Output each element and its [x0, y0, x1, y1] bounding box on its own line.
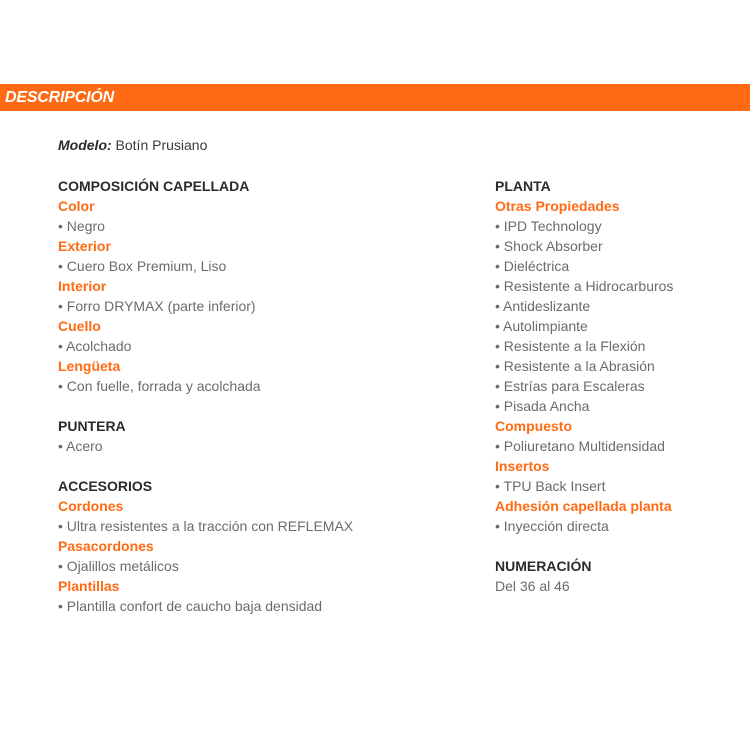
interior-item: • Forro DRYMAX (parte inferior) [58, 298, 256, 314]
property-item: • IPD Technology [495, 218, 602, 234]
cuello-item: • Acolchado [58, 338, 132, 354]
description-banner [0, 84, 750, 111]
interior-label: Interior [58, 278, 107, 294]
plantillas-item: • Plantilla confort de caucho baja densidad [58, 598, 323, 614]
property-item: • Estrías para Escaleras [495, 378, 645, 394]
color-label: Color [58, 198, 95, 214]
compuesto-label: Compuesto [495, 418, 572, 434]
property-item: • Shock Absorber [495, 238, 603, 254]
adhesion-item: • Inyección directa [495, 518, 609, 534]
spacer [58, 456, 458, 476]
model-line [58, 136, 207, 154]
otras-propiedades-label: Otras Propiedades [495, 198, 620, 214]
exterior-label: Exterior [58, 238, 111, 254]
property-item: • Pisada Ancha [495, 398, 590, 414]
puntera-heading: PUNTERA [58, 418, 126, 434]
cuello-label: Cuello [58, 318, 101, 334]
banner-title: DESCRIPCIÓN [5, 89, 114, 106]
property-item: • Autolimpiante [495, 318, 588, 334]
property-item: • Antideslizante [495, 298, 591, 314]
color-item: • Negro [58, 218, 105, 234]
left-column [58, 176, 458, 616]
planta-heading: PLANTA [495, 178, 551, 194]
pasacordones-item: • Ojalillos metálicos [58, 558, 179, 574]
pasacordones-label: Pasacordones [58, 538, 154, 554]
spacer [58, 396, 458, 416]
numeracion-heading: NUMERACIÓN [495, 558, 592, 574]
accesorios-heading: ACCESORIOS [58, 478, 153, 494]
spacer [495, 536, 745, 556]
numeracion-value: Del 36 al 46 [495, 578, 570, 594]
plantillas-label: Plantillas [58, 578, 120, 594]
property-item: • Dieléctrica [495, 258, 570, 274]
insertos-item: • TPU Back Insert [495, 478, 606, 494]
lengueta-label: Lengüeta [58, 358, 121, 374]
puntera-item: • Acero [58, 438, 103, 454]
exterior-item: • Cuero Box Premium, Liso [58, 258, 227, 274]
cordones-item: • Ultra resistentes a la tracción con REFLEMAX [58, 518, 354, 534]
right-column [495, 176, 745, 596]
cordones-label: Cordones [58, 498, 124, 514]
property-item: • Resistente a Hidrocarburos [495, 278, 674, 294]
lengueta-item: • Con fuelle, forrada y acolchada [58, 378, 261, 394]
insertos-label: Insertos [495, 458, 550, 474]
property-item: • Resistente a la Flexión [495, 338, 646, 354]
composicion-heading: COMPOSICIÓN CAPELLADA [58, 178, 250, 194]
property-item: • Resistente a la Abrasión [495, 358, 655, 374]
compuesto-item: • Poliuretano Multidensidad [495, 438, 665, 454]
adhesion-label: Adhesión capellada planta [495, 498, 672, 514]
model-label: Modelo: [58, 137, 112, 153]
model-value: Botín Prusiano [115, 137, 208, 153]
